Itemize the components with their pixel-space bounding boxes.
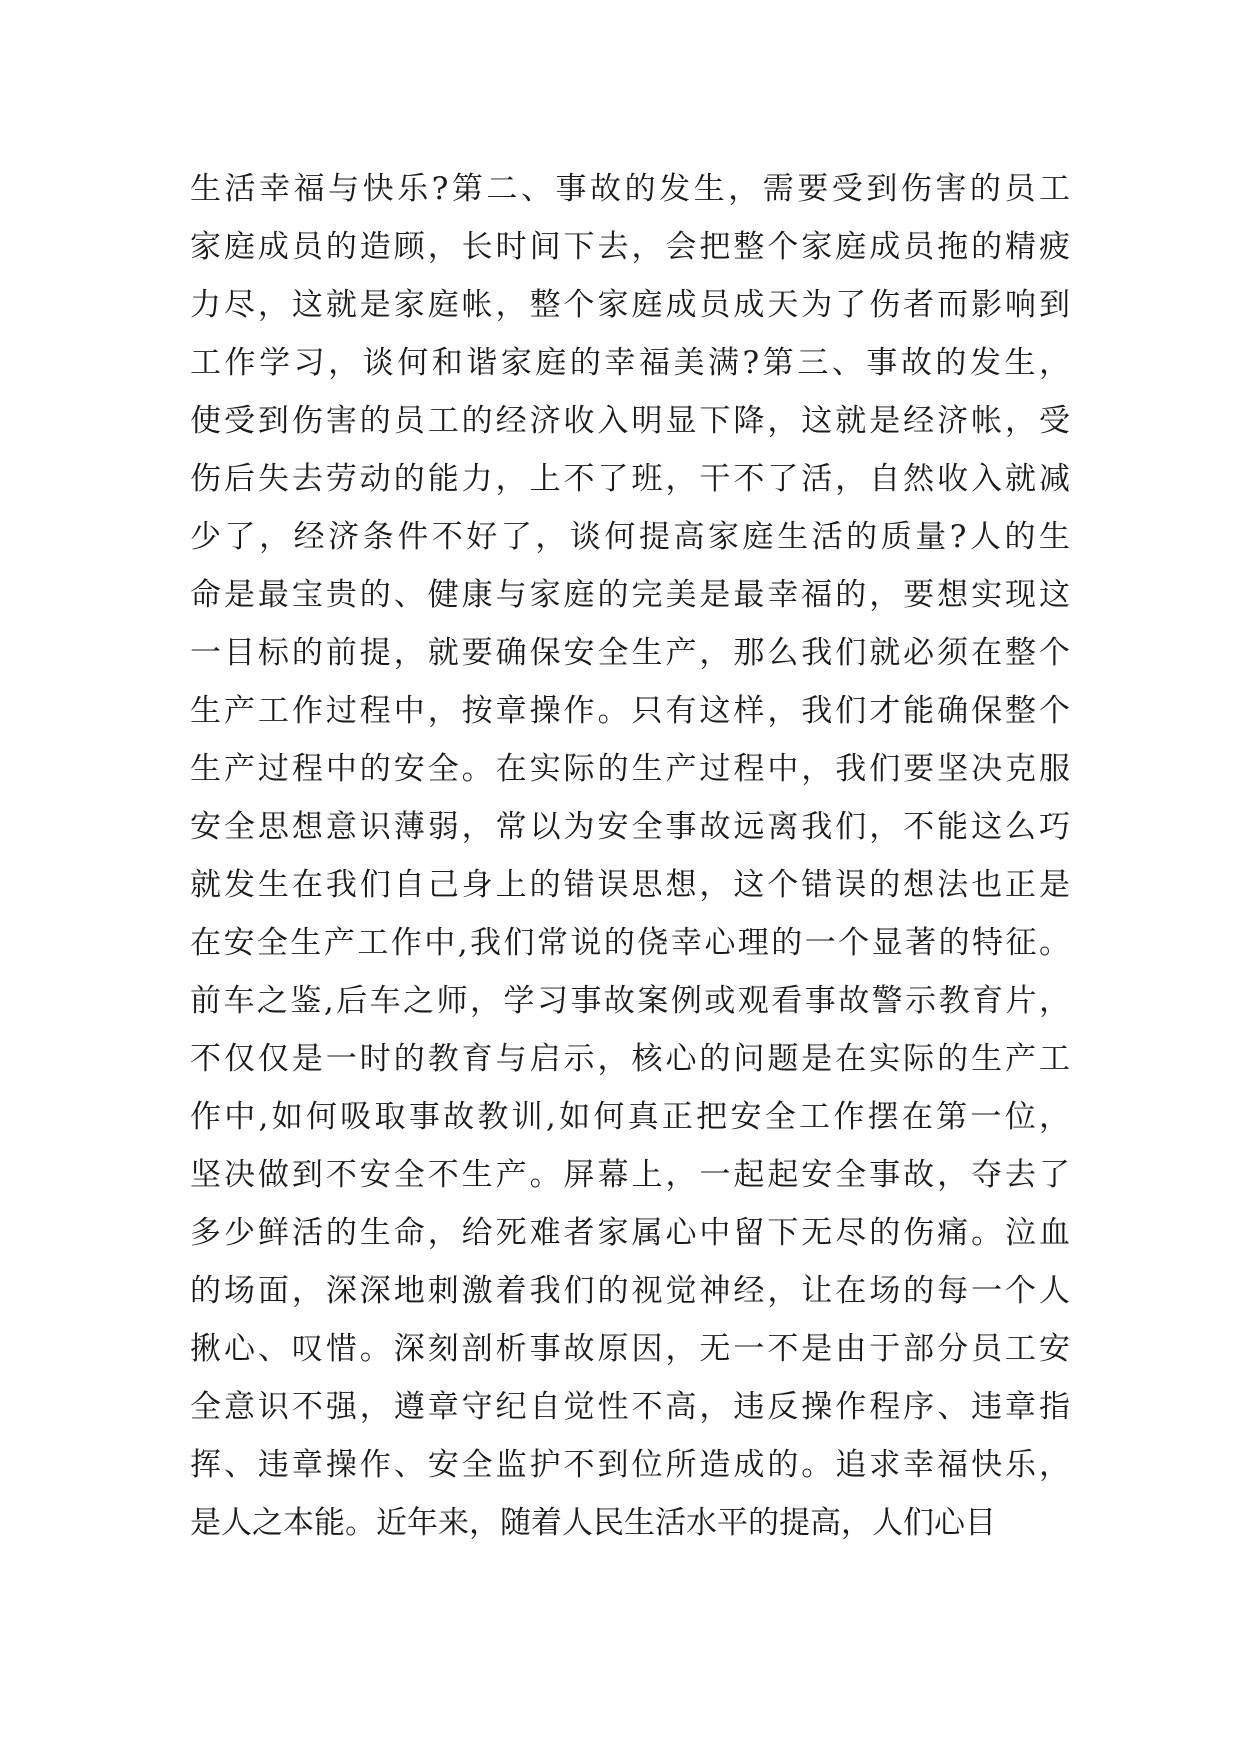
text-line-19: 多少鲜活的生命，给死难者家属心中留下无尽的伤痛。泣血: [190, 1215, 1070, 1251]
text-line-23: 挥、违章操作、安全监护不到位所造成的。追求幸福快乐，: [190, 1447, 1070, 1483]
body-text: [190, 160, 1070, 1552]
text-line-22: 全意识不强，遵章守纪自觉性不高，违反操作程序、违章指: [190, 1389, 1070, 1425]
text-line-9: 一目标的前提，就要确保安全生产，那么我们就必须在整个: [190, 635, 1070, 671]
text-line-16: 不仅仅是一时的教育与启示，核心的问题是在实际的生产工: [190, 1041, 1070, 1077]
text-line-3: 力尽，这就是家庭帐，整个家庭成员成天为了伤者而影响到: [190, 287, 1070, 323]
text-line-4: 工作学习，谈何和谐家庭的幸福美满?第三、事故的发生，: [190, 345, 1070, 381]
text-line-8: 命是最宝贵的、健康与家庭的完美是最幸福的，要想实现这: [190, 577, 1070, 613]
text-line-12: 安全思想意识薄弱，常以为安全事故远离我们，不能这么巧: [190, 809, 1070, 845]
text-line-24: 是人之本能。近年来，随着人民生活水平的提高，人们心目: [190, 1505, 996, 1541]
text-line-17: 作中,如何吸取事故教训,如何真正把安全工作摆在第一位，: [190, 1099, 1070, 1135]
text-line-13: 就发生在我们自己身上的错误思想，这个错误的想法也正是: [190, 867, 1070, 903]
text-line-1: 生活幸福与快乐?第二、事故的发生，需要受到伤害的员工: [190, 171, 1070, 207]
text-line-21: 揪心、叹惜。深刻剖析事故原因，无一不是由于部分员工安: [190, 1331, 1070, 1367]
text-line-14: 在安全生产工作中,我们常说的侥幸心理的一个显著的特征。: [190, 925, 1070, 961]
text-line-20: 的场面，深深地刺激着我们的视觉神经，让在场的每一个人: [190, 1273, 1070, 1309]
text-line-10: 生产工作过程中，按章操作。只有这样，我们才能确保整个: [190, 693, 1070, 729]
text-line-11: 生产过程中的安全。在实际的生产过程中，我们要坚决克服: [190, 751, 1070, 787]
text-line-15: 前车之鉴,后车之师，学习事故案例或观看事故警示教育片，: [190, 983, 1070, 1019]
text-line-18: 坚决做到不安全不生产。屏幕上，一起起安全事故，夺去了: [190, 1157, 1070, 1193]
text-line-5: 使受到伤害的员工的经济收入明显下降，这就是经济帐，受: [190, 403, 1070, 439]
text-line-6: 伤后失去劳动的能力，上不了班，干不了活，自然收入就减: [190, 461, 1070, 497]
text-line-7: 少了，经济条件不好了，谈何提高家庭生活的质量?人的生: [190, 519, 1070, 555]
text-line-2: 家庭成员的造顾，长时间下去，会把整个家庭成员拖的精疲: [190, 229, 1070, 265]
